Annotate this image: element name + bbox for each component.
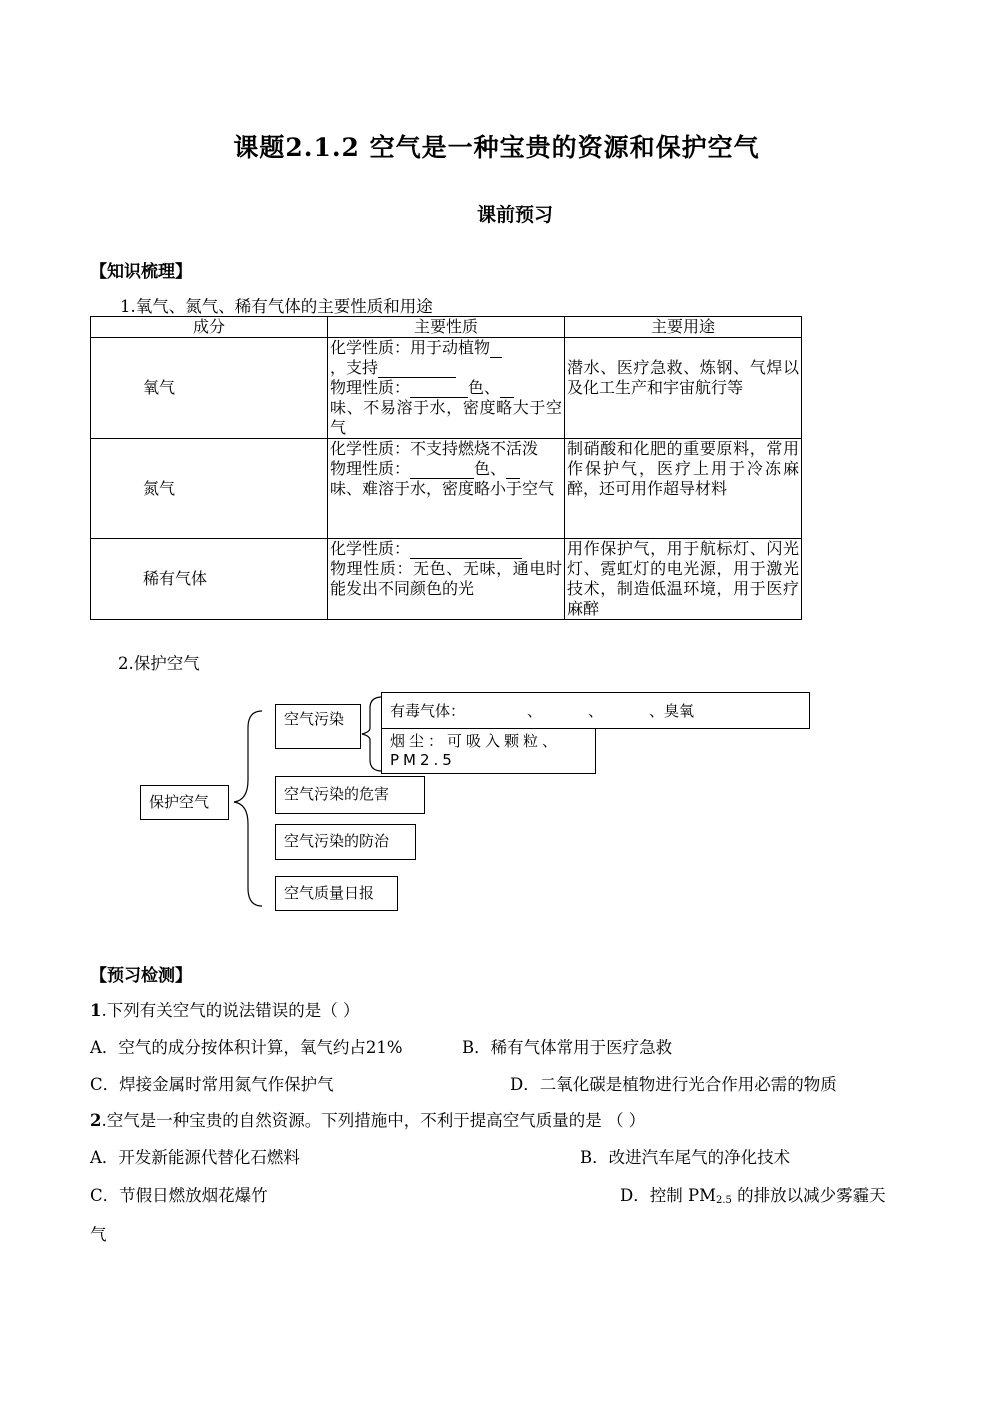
q2-option-a[interactable]: A．开发新能源代替化石燃料 (90, 1148, 300, 1167)
branch-pollution-harm: 空气污染的危害 (275, 776, 425, 814)
q2-option-d[interactable]: D．控制 $PM_{2.5}$ 的排放以减少雾霾天 (620, 1186, 886, 1206)
branch-air-quality-report: 空气质量日报 (275, 876, 398, 911)
question-2-stem: 2.空气是一种宝贵的自然资源。下列措施中，不利于提高空气质量的是 （ ） (90, 1111, 646, 1130)
dust-node: 烟尘：可吸入颗粒、PM2.5 (381, 728, 596, 774)
page-title: 课题2.1.2 空气是一种宝贵的资源和保护空气 (233, 133, 760, 162)
usage-cell: 潜水、医疗急救、炼钢、气焊以及化工生产和宇宙航行等 (565, 338, 802, 439)
q1-option-d[interactable]: D．二氧化碳是植物进行光合作用必需的物质 (510, 1075, 837, 1094)
knowledge-heading: 【知识梳理】 (90, 262, 192, 282)
q2-option-c[interactable]: C．节假日燃放烟花爆竹 (90, 1186, 268, 1205)
branch-pollution-control: 空气污染的防治 (275, 824, 416, 860)
usage-cell: 制硝酸和化肥的重要原料，常用作保护气，医疗上用于冷冻麻醉，还可用作超导材料 (565, 439, 802, 539)
usage-cell: 用作保护气，用于航标灯、闪光灯、霓虹灯的电光源，用于激光技术，制造低温环境，用于医疗麻醉 (565, 539, 802, 620)
q1-option-a[interactable]: A．空气的成分按体积计算，氧气约占21% (90, 1038, 403, 1057)
question-1-stem: 1.下列有关空气的说法错误的是（ ） (90, 1001, 360, 1020)
table-header: 成分 (91, 317, 328, 338)
toxic-gas-node: 有毒气体： 、 、 、臭氧 (381, 692, 810, 729)
branch-air-pollution: 空气污染 (275, 704, 361, 749)
check-heading: 【预习检测】 (90, 966, 192, 986)
property-cell: 化学性质：用于动植物 ，支持 物理性质： 色、 味、不易溶于水，密度略大于空气 (328, 338, 565, 439)
q2-option-d-wrap: 气 (90, 1225, 107, 1244)
knowledge-item-2: 2.保护空气 (118, 654, 200, 673)
root-node: 保护空气 (140, 785, 229, 820)
q1-option-c[interactable]: C．焊接金属时常用氮气作保护气 (90, 1075, 334, 1094)
table-header: 主要用途 (565, 317, 802, 338)
component-name: 氧气 (91, 338, 328, 439)
table-header: 主要性质 (328, 317, 565, 338)
property-cell: 化学性质：不支持燃烧不活泼 物理性质： 色、 味、难溶于水，密度略小于空气 (328, 439, 565, 539)
q1-option-b[interactable]: B．稀有气体常用于医疗急救 (462, 1038, 673, 1057)
knowledge-item-1: 1.氧气、氮气、稀有气体的主要性质和用途 (120, 297, 433, 316)
page-subtitle: 课前预习 (476, 204, 553, 226)
component-name: 氮气 (91, 439, 328, 539)
q2-option-b[interactable]: B．改进汽车尾气的净化技术 (580, 1148, 791, 1167)
property-cell: 化学性质： 物理性质：无色、无味，通电时能发出不同颜色的光 (328, 539, 565, 620)
component-name: 稀有气体 (91, 539, 328, 620)
